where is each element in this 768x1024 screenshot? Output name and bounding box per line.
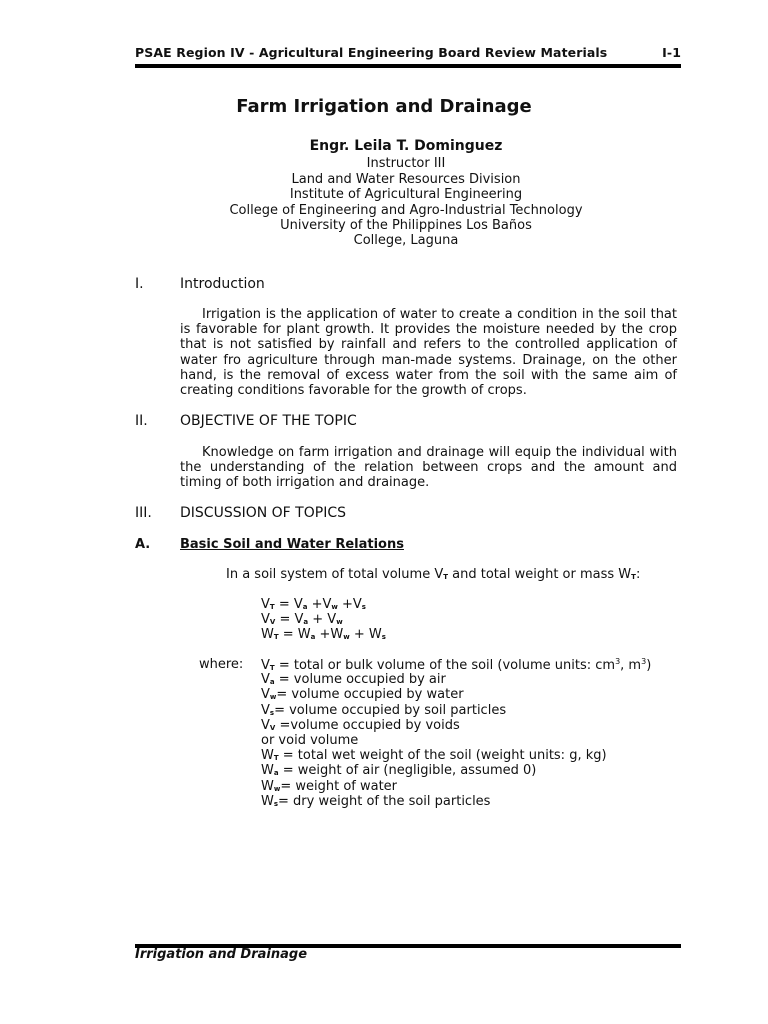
definition-line	[261, 733, 358, 748]
subscript: T	[269, 603, 275, 611]
equation-line	[261, 612, 343, 627]
where-label: where:	[199, 657, 244, 672]
intro-text: In a soil system of total volume V	[226, 567, 444, 582]
equation-line	[261, 627, 386, 642]
author-name: Engr. Leila T. Dominguez	[309, 138, 503, 154]
formula-text: = volume occupied by air	[274, 672, 446, 688]
subscript: T	[273, 633, 279, 642]
definition-line	[261, 748, 607, 763]
author-affiliation-line: Instructor III	[366, 156, 446, 172]
section-number: II.	[135, 413, 148, 429]
subscript: V	[269, 723, 276, 732]
author-affiliation-line: College of Engineering and Agro-Industrial Technology	[229, 202, 583, 218]
formula-text: = weight of air (negligible, assumed 0)	[278, 763, 537, 779]
equation-line	[261, 597, 366, 612]
document-title: Farm Irrigation and Drainage	[236, 96, 532, 117]
formula-text: +W	[315, 627, 344, 643]
formula-text: = total wet weight of the soil (weight units: g, kg)	[278, 748, 607, 764]
formula-text: V	[261, 717, 270, 733]
subscript: s	[269, 708, 275, 717]
formula-text: + W	[349, 627, 382, 643]
definition-line	[261, 718, 460, 733]
objective-paragraph	[180, 445, 677, 491]
subsection-number: A.	[135, 537, 151, 552]
subscript: w	[331, 603, 338, 611]
formula-text: W	[261, 778, 274, 794]
formula-text: W	[261, 748, 274, 764]
author-block	[0, 139, 768, 249]
header-page-number: I-1	[662, 45, 681, 60]
intro-text: :	[635, 567, 641, 582]
formula-text: = V	[275, 612, 304, 628]
subscript: s	[361, 603, 366, 611]
formula-text: )	[646, 658, 652, 673]
definition-line	[261, 779, 397, 794]
intro-text: and total weight or mass W	[448, 567, 632, 582]
author-affiliation-line: Institute of Agricultural Engineering	[289, 187, 523, 203]
formula-text: W	[261, 793, 274, 809]
author-affiliation-line: Land and Water Resources Division	[291, 171, 521, 187]
definition-line	[261, 794, 490, 809]
section-title: OBJECTIVE OF THE TOPIC	[180, 413, 357, 429]
soil-system-intro	[226, 567, 640, 582]
formula-text: = volume occupied by water	[276, 687, 464, 703]
formula-text: W	[261, 627, 274, 643]
section-title: DISCUSSION OF TOPICS	[180, 505, 346, 521]
subscript: a	[310, 633, 316, 642]
introduction-paragraph	[180, 307, 677, 398]
formula-text: +V	[337, 597, 362, 612]
formula-text: V	[261, 597, 270, 612]
subscript: w	[273, 784, 281, 793]
subscript: s	[273, 799, 279, 808]
subscript: V	[269, 618, 276, 627]
definition-line	[261, 657, 651, 673]
definition-line	[261, 687, 464, 702]
objective-text: Knowledge on farm irrigation and drainage will equip the individual with the understanding of the relation between crops and the amount and timing of both irrigation and drainage.	[180, 445, 677, 491]
section-number: I.	[135, 276, 144, 292]
subscript: a	[273, 769, 279, 778]
superscript: 3	[615, 657, 621, 666]
formula-text: V	[261, 612, 270, 628]
definition-line	[261, 672, 446, 687]
formula-text: V	[261, 658, 270, 673]
formula-text: + V	[308, 612, 337, 628]
subscript: T	[269, 664, 275, 672]
author-affiliation-line: University of the Philippines Los Baños	[280, 218, 532, 234]
page-footer: Irrigation and Drainage	[135, 947, 308, 962]
subscript: T	[631, 573, 636, 581]
introduction-text: Irrigation is the application of water to create a condition in the soil that is favorable for plant growth. It provides the moisture needed by the crop that is not satisfied by rainfall and refers to the controlled application of water fro agriculture through man-made systems. Drainage, on the other hand, is the removal of excess water from the soil with the same aim of creating conditions favorable for the growth of crops.	[180, 307, 677, 399]
subscript: T	[443, 573, 449, 581]
formula-text: V	[261, 687, 270, 703]
author-affiliation-line: College, Laguna	[353, 233, 459, 249]
formula-text: = V	[274, 597, 303, 612]
subscript: a	[303, 618, 309, 627]
subscript: a	[269, 678, 275, 687]
formula-text: = dry weight of the soil particles	[278, 793, 491, 809]
definition-line	[261, 703, 506, 718]
formula-text: or void volume	[261, 733, 359, 748]
formula-text: W	[261, 763, 274, 779]
formula-text: = volume occupied by soil particles	[274, 702, 507, 718]
subscript: w	[343, 633, 350, 642]
formula-text: V	[261, 702, 270, 718]
definition-line	[261, 763, 536, 778]
superscript: 3	[641, 657, 647, 666]
subscript: w	[269, 693, 277, 702]
formula-text: , m	[620, 658, 642, 673]
formula-text: = weight of water	[280, 778, 398, 794]
subscript: w	[336, 618, 343, 627]
formula-text: +V	[307, 597, 332, 612]
subsection-title: Basic Soil and Water Relations	[180, 537, 404, 552]
section-number: III.	[135, 505, 152, 521]
header-rule	[135, 64, 681, 68]
formula-text: =volume occupied by voids	[275, 717, 460, 733]
subscript: a	[302, 603, 308, 611]
formula-text: = W	[278, 627, 311, 643]
header-title: PSAE Region IV - Agricultural Engineering Board Review Materials	[135, 45, 608, 60]
section-title: Introduction	[180, 276, 265, 292]
subscript: s	[381, 633, 386, 642]
formula-text: = total or bulk volume of the soil (volume units: cm	[274, 658, 616, 673]
formula-text: V	[261, 672, 270, 688]
subscript: T	[273, 754, 279, 763]
